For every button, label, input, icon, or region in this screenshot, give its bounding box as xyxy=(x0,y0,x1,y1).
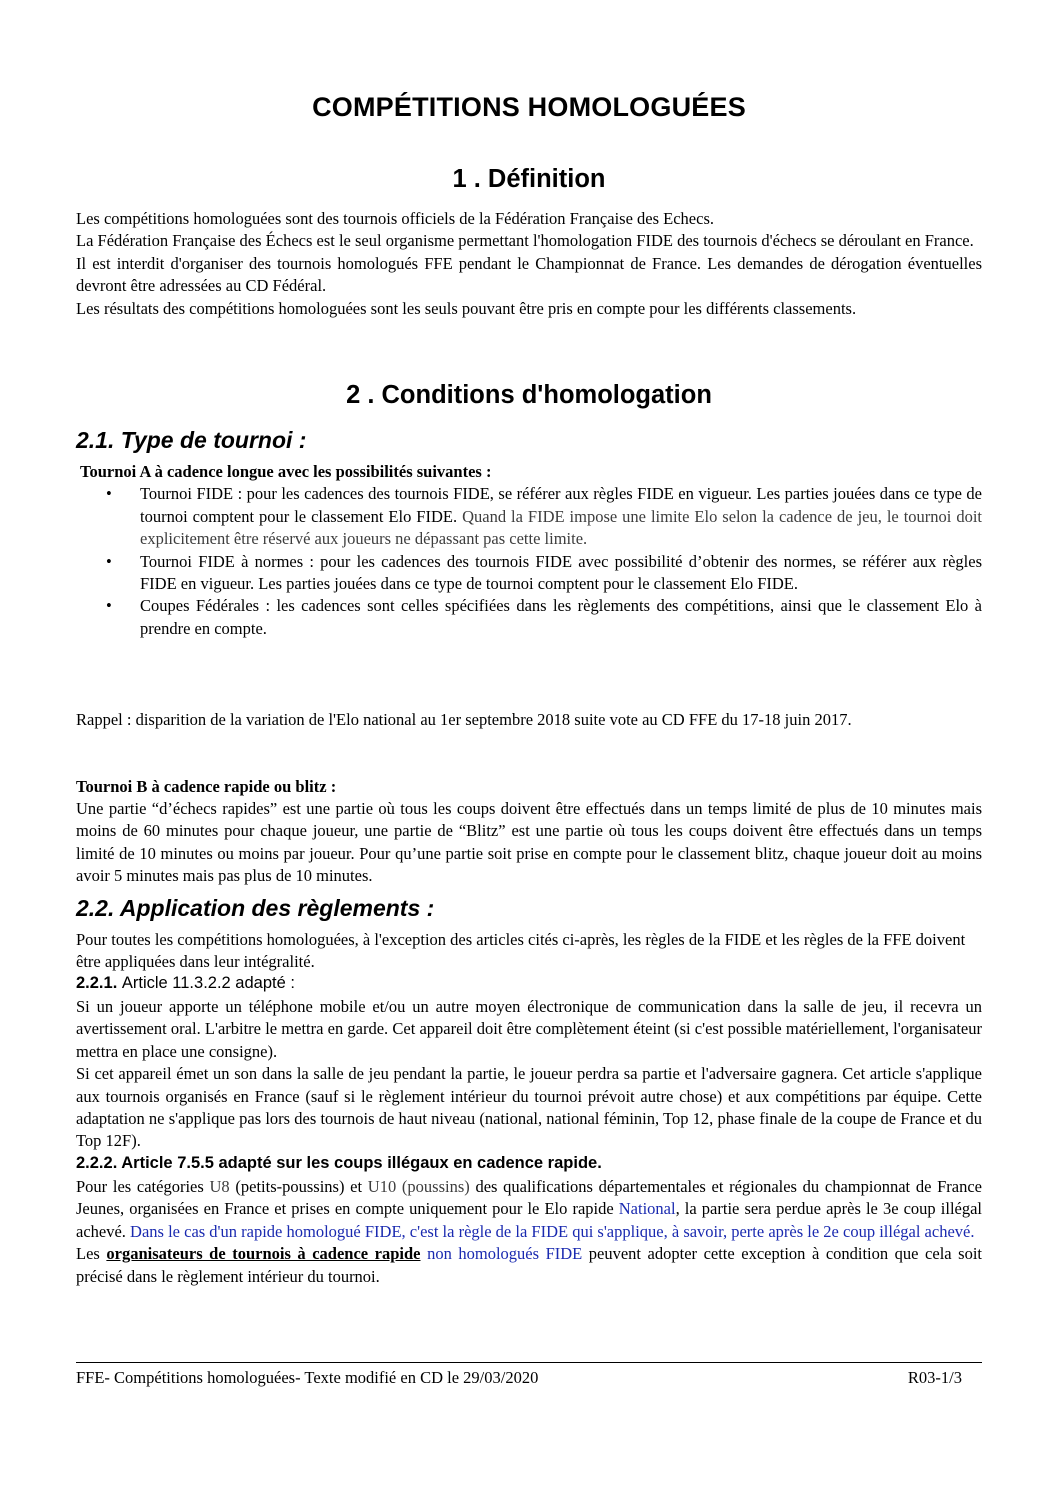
section-2-heading: 2 . Conditions d'homologation xyxy=(346,381,712,409)
text: des qualifications départementales et régionales du championnat de France Jeunes, organisées en France et prises en compte uniquement pour le Elo rapide xyxy=(76,1177,982,1219)
section-2-1-heading: 2.1. Type de tournoi : xyxy=(76,427,307,453)
paragraph: Les résultats des compétitions homologuées sont les seuls pouvant être pris en compte pour les différents classements. xyxy=(76,298,857,318)
heading-number: 2.2.1. xyxy=(76,974,122,992)
section-2-2-1-heading xyxy=(76,974,295,993)
text-non-homologues: non homologués FIDE xyxy=(427,1244,583,1264)
text-fide-rule: Dans le cas d'un rapide homologué FIDE, c'est la règle de la FIDE qui s'applique, à savoir, perte après le 2e coup illégal achevé. xyxy=(130,1221,975,1241)
text: Les xyxy=(76,1244,107,1264)
list-item xyxy=(76,551,982,596)
text-u10: U10 (poussins) xyxy=(367,1177,470,1196)
text: (petits-poussins) et xyxy=(229,1177,368,1196)
section-1-heading: 1 . Définition xyxy=(452,165,606,193)
section-2-2-heading: 2.2. Application des règlements : xyxy=(76,895,435,921)
bullet-text-note: Quand la FIDE impose une limite Elo selon la cadence de jeu, le tournoi doit explicitement être réservé aux joueurs ne dépassant pas cette limite. xyxy=(140,506,982,549)
tournoi-a-title: Tournoi A à cadence longue avec les possibilités suivantes : xyxy=(80,462,492,481)
list-item xyxy=(76,595,982,640)
section-1-body xyxy=(76,208,982,320)
page-number: R03-1/3 xyxy=(907,1368,962,1387)
tournoi-b-text: Une partie “d’échecs rapides” est une partie où tous les coups doivent être effectués dans un temps limité de plus de 10 minutes mais moins de 60 minutes pour chaque joueur, une partie de “Blitz” est une partie où tous les coups doivent être effectués dans un temps limité de 10 minutes ou moins par joueur. Pour qu’une partie soit prise en compte pour le classement blitz, chaque joueur doit au moins avoir 5 minutes mais pas plus de 10 minutes. xyxy=(76,799,982,886)
section-2-2-intro: Pour toutes les compétitions homologuées, à l'exception des articles cités ci-après, les règles de la FIDE et les règles de la FFE doivent être appliquées dans leur intégralité. xyxy=(76,930,966,972)
paragraph: Il est interdit d'organiser des tournois homologués FFE pendant le Championnat de France. Les demandes de dérogation éventuelles devront être adressées au CD Fédéral. xyxy=(76,253,982,296)
text: peuvent adopter cette exception à condition que cela soit précisé dans le règlement intérieur du tournoi. xyxy=(76,1244,982,1286)
text: Pour les catégories xyxy=(76,1177,210,1196)
paragraph: Si cet appareil émet un son dans la salle de jeu pendant la partie, le joueur perdra sa partie et l'adversaire gagnera. Cet article s'applique aux tournois organisés en France (sauf si le règlement intérieur du tournoi prévoit autre chose) et aux compétitions par équipe. Cette adaptation ne s'applique pas lors des tournois de haut niveau (national, national féminin, Top 12, phase finale de la coupe de France et du Top 12F). xyxy=(76,1064,982,1151)
text-organisateurs: organisateurs de tournois à cadence rapide xyxy=(106,1244,421,1264)
bullet-icon: • xyxy=(106,484,112,504)
bullet-text: Tournoi FIDE à normes : pour les cadences des tournois FIDE avec possibilité d’obtenir des normes, se référer aux règles FIDE en vigueur. Les parties jouées dans ce type de tournoi comptent pour le classement Elo FIDE. xyxy=(140,551,982,594)
footer-divider xyxy=(76,1362,982,1363)
section-2-2-1-body xyxy=(76,996,982,1153)
bullet-text: Coupes Fédérales : les cadences sont celles spécifiées dans les règlements des compétitions, ainsi que le classement Elo à prendre en compte. xyxy=(140,596,982,638)
paragraph: La Fédération Française des Échecs est le seul organisme permettant l'homologation FIDE des tournois d'échecs se déroulant en France. xyxy=(76,231,974,251)
paragraph: Les compétitions homologuées sont des tournois officiels de la Fédération Française des Echecs. xyxy=(76,209,714,228)
tournoi-b-title: Tournoi B à cadence rapide ou blitz : xyxy=(76,777,337,796)
bullet-icon: • xyxy=(106,596,112,616)
bullet-icon: • xyxy=(106,551,112,571)
list-item xyxy=(76,483,982,550)
heading-text: Article 11.3.2.2 adapté : xyxy=(121,974,295,992)
page-title: COMPÉTITIONS HOMOLOGUÉES xyxy=(312,92,746,122)
bullet-text: Tournoi FIDE : pour les cadences des tournois FIDE, se référer aux règles FIDE en vigueur. Les parties jouées dans ce type de tournoi comptent pour le classement Elo FIDE. xyxy=(140,484,982,526)
page-footer xyxy=(76,1368,982,1388)
section-2-2-2-heading: 2.2.2. Article 7.5.5 adapté sur les coups illégaux en cadence rapide. xyxy=(76,1154,602,1172)
text-national: National xyxy=(618,1199,676,1219)
text: , la partie sera perdue après le 3e coup illégal achevé. xyxy=(76,1199,983,1241)
tournoi-a-block xyxy=(76,461,982,640)
rappel-paragraph: Rappel : disparition de la variation de l'Elo national au 1er septembre 2018 suite vote au CD FFE du 17-18 juin 2017. xyxy=(76,710,852,729)
text-u8: U8 xyxy=(209,1177,230,1196)
paragraph xyxy=(76,1176,982,1243)
section-2-2-2-body xyxy=(76,1176,982,1288)
paragraph xyxy=(76,1243,982,1288)
paragraph: Si un joueur apporte un téléphone mobile et/ou un autre moyen électronique de communication dans la salle de jeu, il recevra un avertissement oral. L'arbitre le mettra en garde. Cet appareil doit être complètement éteint (si c'est possible matériellement, l'organisateur mettra en place une consigne). xyxy=(76,997,982,1061)
footer-left-text: FFE- Compétitions homologuées- Texte modifié en CD le 29/03/2020 xyxy=(76,1368,539,1387)
